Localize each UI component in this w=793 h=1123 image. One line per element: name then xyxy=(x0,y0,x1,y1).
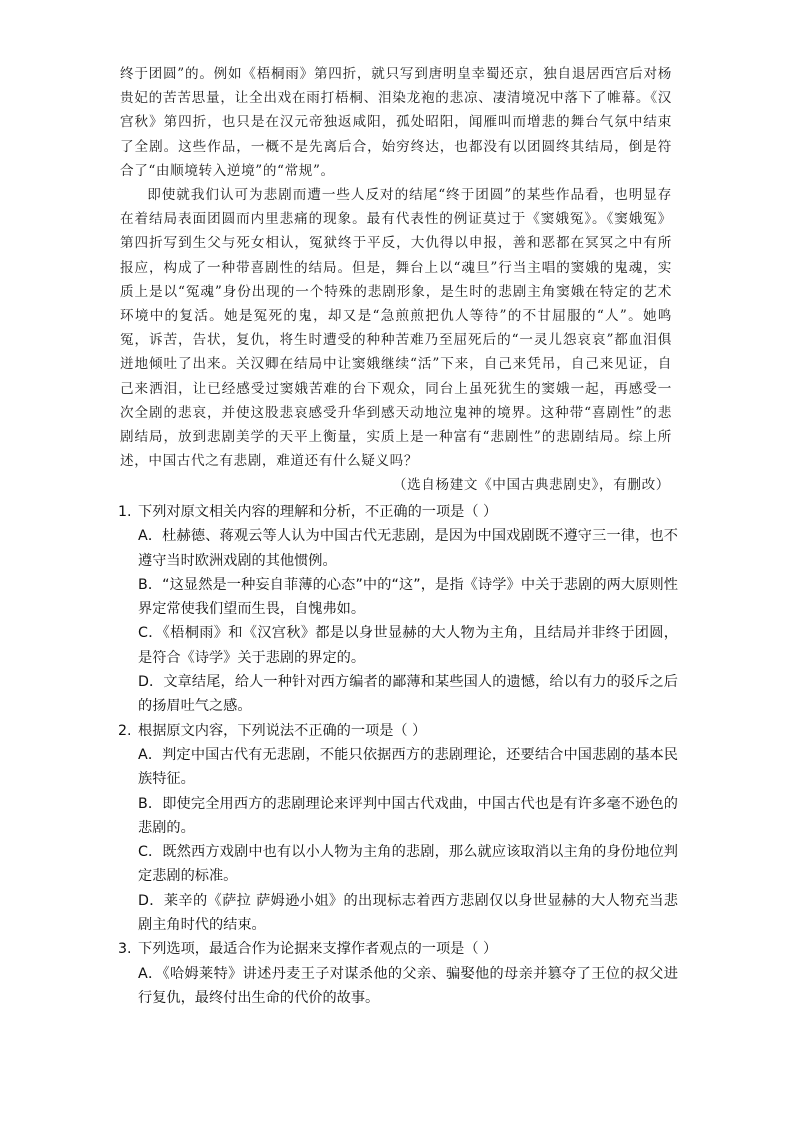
option-b: B．即使完全用西方的悲剧理论来评判中国古代戏曲，中国古代也是有许多毫不逊色的悲剧的。 xyxy=(138,795,678,836)
question-number: 2. xyxy=(118,722,132,739)
option-d: D．莱辛的《萨拉 萨姆逊小姐》的出现标志着西方悲剧仅以身世显赫的大人物充当悲剧主角时代的结束。 xyxy=(138,892,678,934)
question-2 xyxy=(118,719,678,938)
passage-paragraph-2: 即使就我们认可为悲剧而遭一些人反对的结尾“终于团圆”的某些作品看，也明显存在着结局表面团圆而内里悲痛的现象。最有代表性的例证莫过于《窦娥冤》。《窦娥冤》第四折写到生父与死女相认，冤狱终于平反，大仇得以申报，善和恶都在冥冥之中有所报应，构成了一种带喜剧性的结局。但是，舞台上以“魂旦”行当主唱的窦娥的鬼魂，实质上是以“冤魂”身份出现的一个特殊的悲剧形象，是生时的悲剧主角窦娥在特定的艺术环境中的复活。她是冤死的鬼，却又是“急煎煎把仇人等待”的不甘屈服的“人”。她鸣冤，诉苦，告状，复仇，将生时遭受的种种苦难乃至屈死后的“一灵儿怨哀哀”都血泪俱迸地倾吐了出来。关汉卿在结局中让窦娥继续“活”下来，自己来凭吊，自己来见证，自己来洒泪，让已经感受过窦娥苦难的台下观众，同台上虽死犹生的窦娥一起，再感受一次全剧的悲哀，并使这股悲哀感受升华到感天动地泣鬼神的境界。这种带“喜剧性”的悲剧结局，放到悲剧美学的天平上衡量，实质上是一种富有“悲剧性”的悲剧结局。综上所述，中国古代之有悲剧，难道还有什么疑义吗？ xyxy=(120,187,672,470)
question-list xyxy=(118,500,678,1010)
reading-passage xyxy=(120,62,672,498)
option-c: C．既然西方戏剧中也有以小人物为主角的悲剧，那么就应该取消以主角的身份地位判定悲剧的标准。 xyxy=(138,844,678,885)
question-stem: 下列选项，最适合作为论据来支撑作者观点的一项是（ ） xyxy=(138,941,498,958)
question-stem: 下列对原文相关内容的理解和分析，不正确的一项是（ ） xyxy=(138,504,498,520)
option-b: B．“这显然是一种妄自菲薄的心态”中的“这”，是指《诗学》中关于悲剧的两大原则性界定常使我们望而生畏，自愧弗如。 xyxy=(138,576,678,618)
question-number: 3. xyxy=(118,941,132,958)
question-number: 1. xyxy=(118,504,132,520)
option-c: C．《梧桐雨》和《汉宫秋》都是以身世显赫的大人物为主角，且结局并非终于团圆，是符合《诗学》关于悲剧的界定的。 xyxy=(138,625,678,666)
question-stem: 根据原文内容，下列说法不正确的一项是（ ） xyxy=(138,722,427,739)
passage-source: （选自杨建文《中国古典悲剧史》，有删改） xyxy=(392,477,670,494)
option-a: A．判定中国古代有无悲剧，不能只依据西方的悲剧理论，还要结合中国悲剧的基本民族特征。 xyxy=(138,746,678,788)
question-1 xyxy=(118,500,678,719)
option-a: A．《哈姆莱特》讲述丹麦王子对谋杀他的父亲、骗娶他的母亲并篡夺了王位的叔父进行复仇，最终付出生命的代价的故事。 xyxy=(138,965,678,1006)
question-3 xyxy=(118,937,678,1010)
option-a: A．杜赫德、蒋观云等人认为中国古代无悲剧，是因为中国戏剧既不遵守三一律，也不遵守当时欧洲戏剧的其他惯例。 xyxy=(138,528,678,569)
option-d: D．文章结尾，给人一种针对西方编者的鄙薄和某些国人的遗憾，给以有力的驳斥之后的扬眉吐气之感。 xyxy=(138,674,678,715)
passage-paragraph-1: 终于团圆”的。例如《梧桐雨》第四折，就只写到唐明皇幸蜀还京，独自退居西宫后对杨贵妃的苦苦思量，让全出戏在雨打梧桐、泪染龙袍的悲凉、凄清境况中落下了帷幕。《汉宫秋》第四折，也只是在汉元帝独返咸阳，孤处昭阳，闻雁叫而增悲的舞台气氛中结束了全剧。这些作品，一概不是先离后合，始穷终达，也都没有以团圆终其结局，倒是符合了“由顺境转入逆境”的“常规”。 xyxy=(120,66,672,179)
